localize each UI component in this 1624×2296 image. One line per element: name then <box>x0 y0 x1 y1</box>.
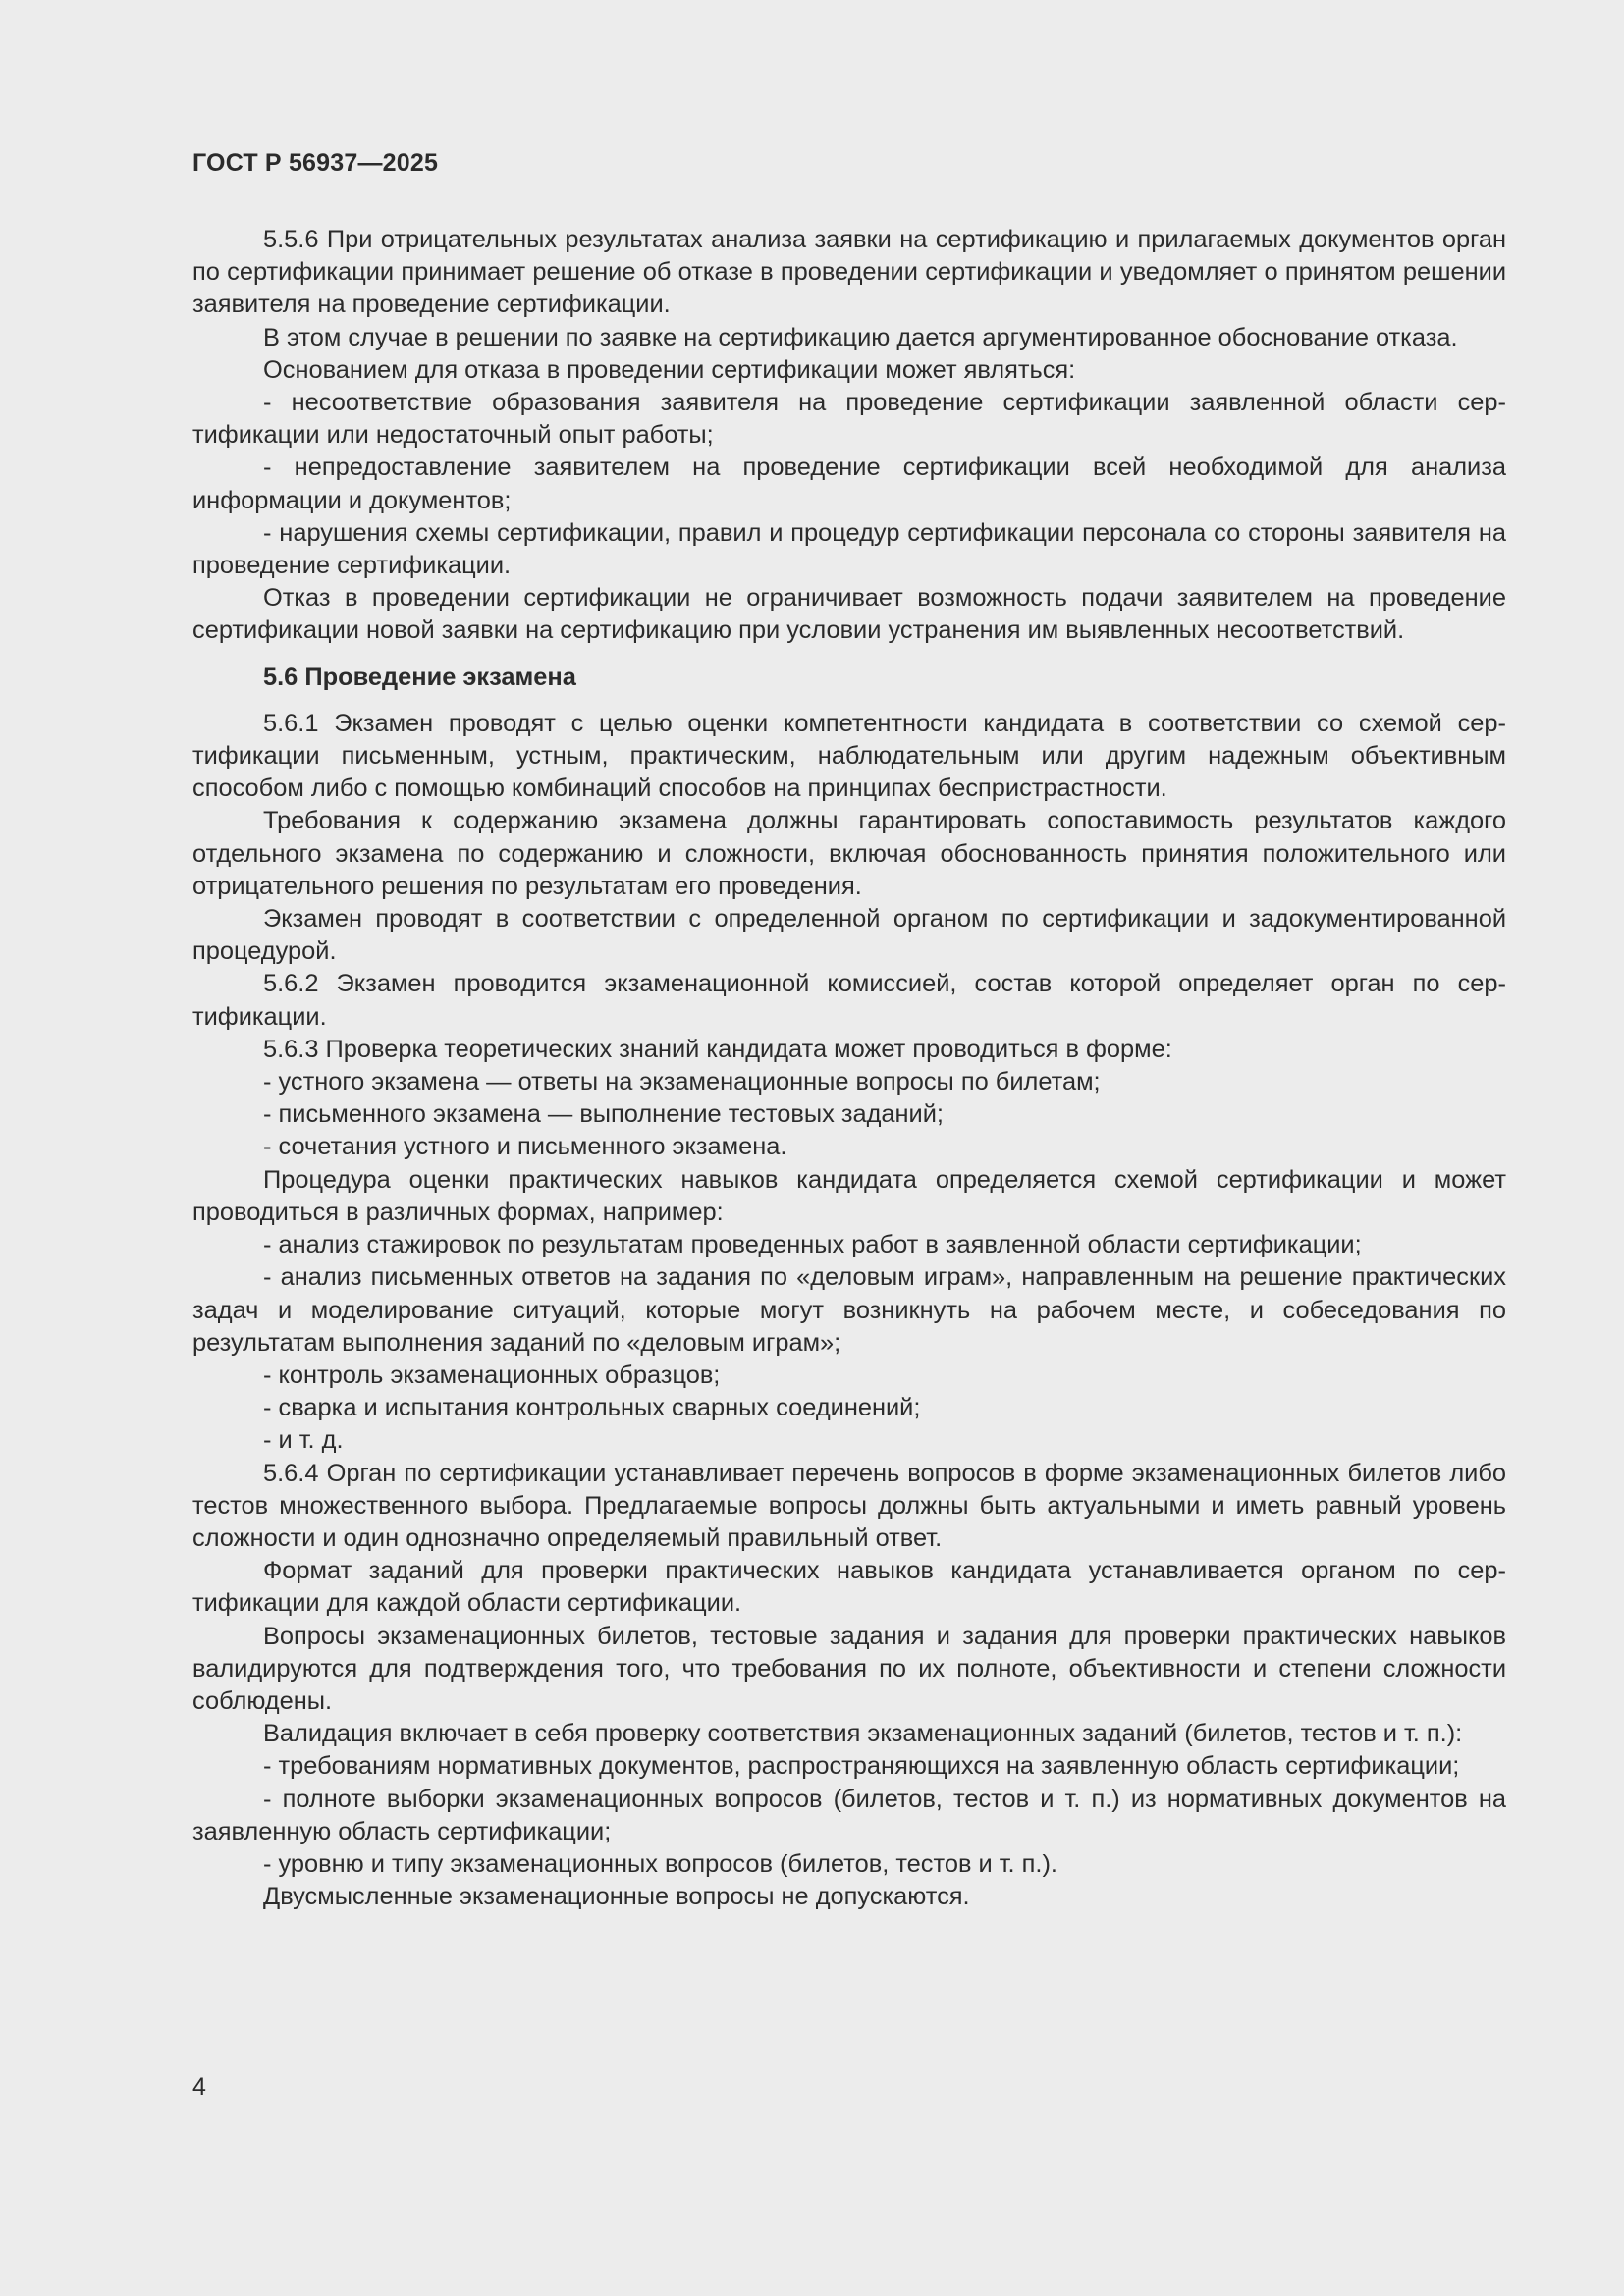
list-item: - письменного экзамена — выполнение тестовых заданий; <box>263 1100 944 1129</box>
list-item: - непредоставление заявителем на проведение сертификации всей необходимой для анализа информации и документов; <box>192 454 1506 514</box>
list-item: - сварка и испытания контрольных сварных соединений; <box>263 1394 921 1422</box>
paragraph: Двусмысленные экзаменационные вопросы не допускаются. <box>263 1883 970 1911</box>
list-item: - несоответствие образования заявителя на проведение сертификации заявленной области сертификации или недостаточный опыт работы; <box>192 389 1506 450</box>
list-item: - полноте выборки экзаменационных вопросов (билетов, тестов и т. п.) из нормативных документов на заявленную область сертификации; <box>192 1785 1506 1845</box>
list-item: - устного экзамена — ответы на экзаменационные вопросы по билетам; <box>263 1068 1101 1096</box>
list-item: - сочетания устного и письменного экзамена. <box>263 1133 787 1161</box>
list-item: - и т. д. <box>263 1426 344 1455</box>
paragraph: Процедура оценки практических навыков кандидата определяется схемой сертификации и может проводиться в различных формах, например: <box>192 1165 1506 1226</box>
paragraph: Экзамен проводят в соответствии с определенной органом по сертификации и задокументированной процедурой. <box>192 905 1506 966</box>
section-heading-5-6: 5.6 Проведение экзамена <box>263 663 576 691</box>
paragraph: Требования к содержанию экзамена должны гарантировать сопоставимость результатов каждого отдельного экзамена по содержанию и сложности, включая обоснованность принятия положительного или отрицательного решения по результатам его проведения. <box>192 807 1506 900</box>
paragraph-5-6-4: 5.6.4 Орган по сертификации устанавливает перечень вопросов в форме экзаменационных билетов либо тестов множественного выбора. Предлагаемые вопросы должны быть актуальными и иметь равный уровень сложности и один однозначно определяемый правильный ответ. <box>192 1459 1506 1552</box>
paragraph: Формат заданий для проверки практических навыков кандидата устанавливается органом по сертификации для каждой области сертификации. <box>192 1557 1506 1618</box>
list-item: - нарушения схемы сертификации, правил и процедур сертификации персонала со стороны заявителя на проведение сертификации. <box>192 518 1506 580</box>
document-code-header: ГОСТ Р 56937—2025 <box>192 149 439 177</box>
paragraph-5-5-6: 5.5.6 При отрицательных результатах анализа заявки на сертификацию и прилагаемых документов орган по сертификации принимает решение об отказе в проведении сертификации и уведомляет о принятом решении заявителя на проведение сертификации. <box>192 226 1506 319</box>
document-body <box>192 224 1506 1913</box>
list-item: - анализ стажировок по результатам проведенных работ в заявленной области сертификации; <box>263 1231 1362 1259</box>
paragraph-5-6-3: 5.6.3 Проверка теоретических знаний кандидата может проводиться в форме: <box>263 1035 1172 1063</box>
paragraph: Вопросы экзаменационных билетов, тестовые задания и задания для проверки практических навыков валидируются для подтверждения того, что требования по их полноте, объективности и степени сложности соблюдены. <box>192 1622 1506 1715</box>
paragraph: Основанием для отказа в проведении сертификации может являться: <box>263 355 1076 384</box>
paragraph-5-6-2: 5.6.2 Экзамен проводится экзаменационной комиссией, состав которой определяет орган по сертификации. <box>192 970 1506 1031</box>
paragraph-5-6-1: 5.6.1 Экзамен проводят с целью оценки компетентности кандидата в соответствии со схемой сертификации письменным, устным, практическим, наблюдательным или другим надежным объективным способом либо с помощью комбинаций способов на принципах беспристрастности. <box>192 709 1506 803</box>
page-number: 4 <box>192 2073 206 2101</box>
paragraph: В этом случае в решении по заявке на сертификацию дается аргументированное обоснование отказа. <box>263 323 1458 351</box>
paragraph: Валидация включает в себя проверку соответствия экзаменационных заданий (билетов, тестов и т. п.): <box>263 1720 1463 1748</box>
list-item: - анализ письменных ответов на задания по «деловым играм», направленным на решение практических задач и моделирование ситуаций, которые могут возникнуть на рабочем месте, и собеседования по результатам выполнения заданий по «деловым играм»; <box>192 1263 1506 1357</box>
list-item: - уровню и типу экзаменационных вопросов (билетов, тестов и т. п.). <box>263 1849 1057 1878</box>
list-item: - требованиям нормативных документов, распространяющихся на заявленную область сертификации; <box>263 1752 1460 1781</box>
paragraph: Отказ в проведении сертификации не ограничивает возможность подачи заявителем на проведение сертификации новой заявки на сертификацию при условии устранения им выявленных несоответствий. <box>192 584 1506 645</box>
list-item: - контроль экзаменационных образцов; <box>263 1361 721 1389</box>
